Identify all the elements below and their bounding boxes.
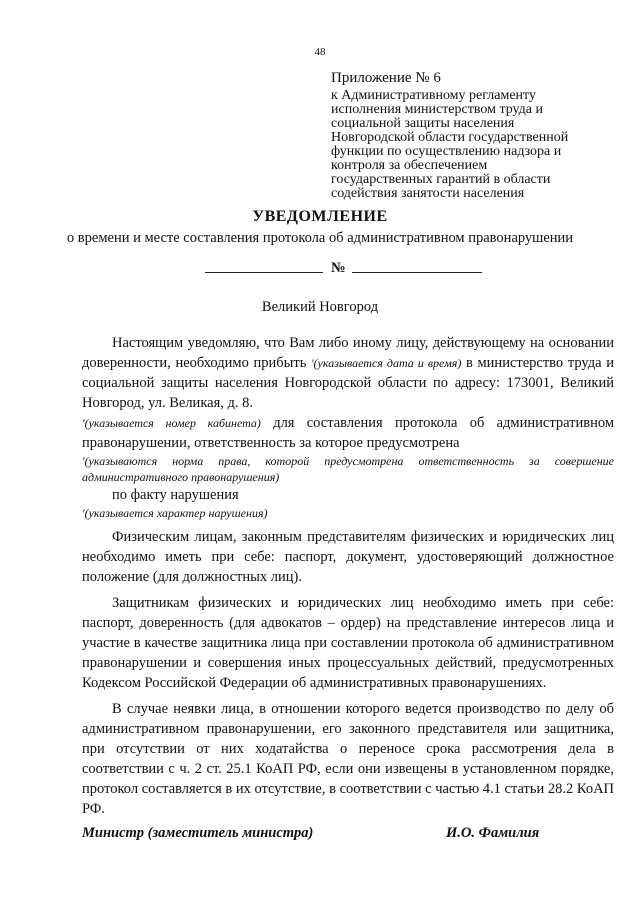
appendix-line: содействия занятости населения [331,186,525,201]
paragraph-cabinet [82,413,614,453]
appendix-title: Приложение № 6 [331,70,441,86]
paragraph-text: Настоящим уведомляю, что Вам либо иному лицу, действующему на основании доверенности, необходимо прибыть [82,335,614,371]
document-body [82,333,614,819]
law-norm-hint: '(указываются норма права, которой предусмотрена ответственность за совершение административного правонарушения) [82,454,614,484]
appendix-line: к Административному регламенту [331,88,536,103]
paragraph-absence: В случае неявки лица, в отношении которого ведется производство по делу об административном правонарушении, его законного представителя или защитника, при отсутствии от них ходатайства о переносе срока рассмотрения дела в соответствии с ч. 2 ст. 25.1 КоАП РФ, если они извещены в установленном порядке, протокол составляется в их отсутствие, в соответствии с частью 4.1 статьи 28.2 КоАП РФ. [82,701,615,817]
appendix-line: государственных гарантий в области [331,172,551,187]
paragraph-individuals: Физическим лицам, законным представителям физических и юридических лиц необходимо иметь при себе: паспорт, документ, удостоверяющий должностное положение (для должностных лиц). [82,529,614,585]
appendix-line: Новгородской области государственной [331,130,569,145]
city: Великий Новгород [261,299,379,315]
document-title: УВЕДОМЛЕНИЕ [252,208,388,225]
appendix-line: социальной защиты населения [331,116,515,131]
appendix-block [331,71,568,201]
paragraph-defenders: Защитникам физических и юридических лиц необходимо иметь при себе: паспорт, доверенность (для адвокатов – ордер) на представление интересов лица и участие в качестве защитника лица при составлении протокола об административном правонарушении и совершения иных процессуальных действий, предусмотренных Кодексом Российской Федерации об административных правонарушениях. [82,595,614,691]
signer-name: И.О. Фамилия [446,825,540,841]
appendix-line: функции по осуществлению надзора и [331,144,562,159]
date-time-hint: '(указывается дата и время) [310,356,462,370]
paragraph-text: для составления протокола об административном правонарушении, ответственность за которое предусмотрена [82,415,614,451]
cabinet-hint: '(указывается номер кабинета) [82,416,261,430]
number-sign: № [331,260,346,276]
appendix-line: контроля за обеспечением [331,158,488,173]
violation-hint: '(указывается характер нарушения) [82,506,268,520]
paragraph-arrival [82,333,614,413]
document-subtitle: о времени и месте составления протокола об административном правонарушении [66,230,574,246]
number-line [205,260,482,277]
date-blank [205,272,323,273]
page-number: 48 [314,46,326,58]
paragraph-text: в министерство труда и социальной защиты населения Новгородской области по адресу: 173001, Великий Новгород, ул. Великая, д. 8. [82,355,614,411]
number-blank [352,272,482,273]
appendix-line: исполнения министерством труда и [331,102,544,117]
violation-fact: по факту нарушения [112,487,239,503]
signer-position: Министр (заместитель министра) [82,825,314,841]
